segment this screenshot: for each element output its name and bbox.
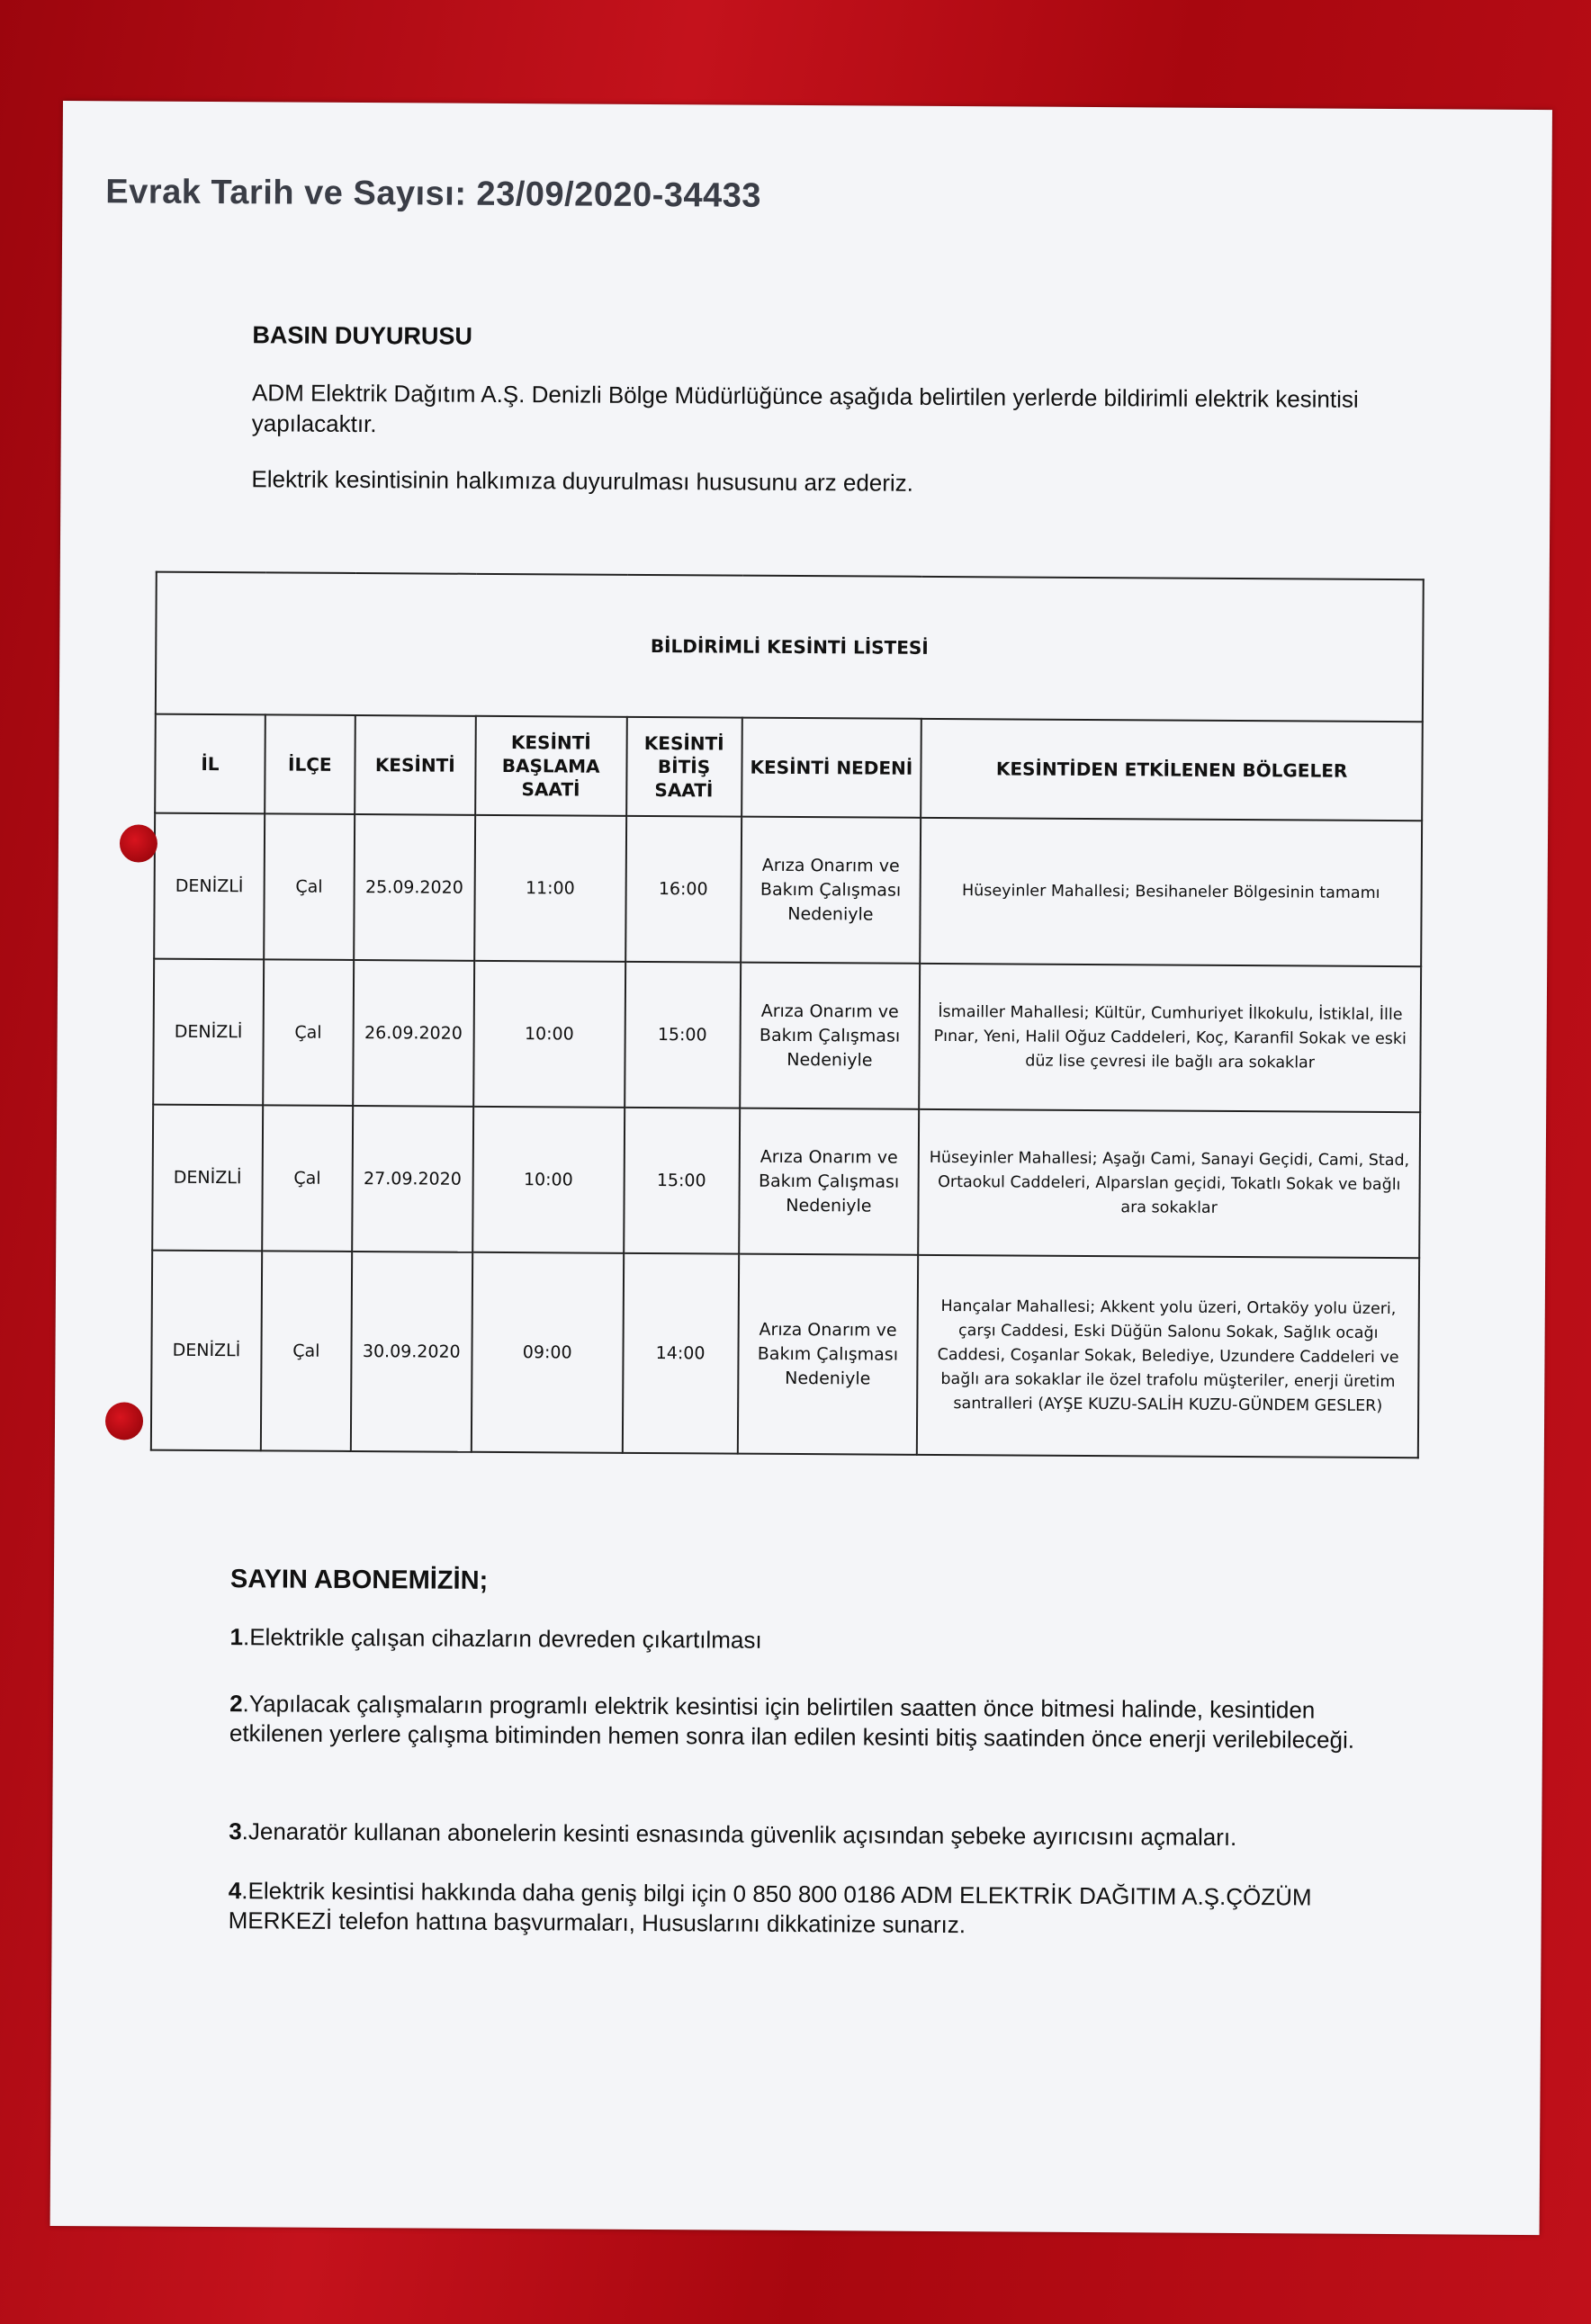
cell-date: 25.09.2020 bbox=[354, 814, 475, 961]
cell-affected-regions: Hançalar Mahallesi; Akkent yolu üzeri, Ortaköy yolu üzeri, çarşı Caddesi, Eski Düğün Salonu Sokak, Sağlık ocağı Caddesi, Coşanlar Sokak, Belediye, Uzundere Caddeleri ve bağlı ara sokaklar ile özel trafolu müşteriler, enerji üretim santralleri (AYŞE KUZU-SALİH KUZU-GÜNDEM GESLER) bbox=[917, 1255, 1419, 1458]
notice-item-text: .Elektrik kesintisi hakkında daha geniş bilgi için 0 850 800 0186 ADM ELEKTRİK DAĞITIM A.Ş.ÇÖZÜM MERKEZİ telefon hattına başvurmaları, Hususlarını dikkatinize sunarız. bbox=[228, 1877, 1312, 1939]
notice-item bbox=[229, 1876, 1362, 1943]
notice-item bbox=[229, 1817, 1362, 1853]
cell-district: Çal bbox=[261, 1251, 352, 1451]
table-row bbox=[151, 1251, 1419, 1458]
cell-date: 27.09.2020 bbox=[352, 1106, 473, 1252]
notice-item bbox=[229, 1689, 1363, 1755]
notice-item-text: .Jenaratör kullanan abonelerin kesinti esnasında güvenlik açısından şebeke ayırıcısını açmaları. bbox=[241, 1817, 1237, 1852]
cell-district: Çal bbox=[264, 813, 355, 960]
cell-reason: Arıza Onarım ve Bakım Çalışması Nedeniyle bbox=[737, 1254, 918, 1455]
cell-reason: Arıza Onarım ve Bakım Çalışması Nedeniyle bbox=[741, 817, 921, 964]
request-paragraph: Elektrik kesintisinin halkımıza duyurulması hususunu arz ederiz. bbox=[251, 465, 914, 497]
header-end-time: KESİNTİ BİTİŞ SAATİ bbox=[626, 717, 742, 817]
cell-affected-regions: Hüseyinler Mahallesi; Besihaneler Bölgesinin tamamı bbox=[920, 818, 1422, 966]
cell-end-time: 15:00 bbox=[625, 962, 741, 1108]
cell-date: 26.09.2020 bbox=[353, 960, 474, 1107]
cell-reason: Arıza Onarım ve Bakım Çalışması Nedeniyle bbox=[740, 963, 921, 1109]
table-row bbox=[153, 959, 1421, 1113]
document-page bbox=[50, 101, 1552, 2235]
punch-hole bbox=[120, 824, 157, 862]
cell-start-time: 09:00 bbox=[472, 1252, 624, 1453]
notice-item-number: 1 bbox=[229, 1623, 244, 1651]
cell-district: Çal bbox=[263, 959, 354, 1106]
cell-date: 30.09.2020 bbox=[351, 1252, 472, 1452]
cell-affected-regions: Hüseyinler Mahallesi; Aşağı Cami, Sanayi Geçidi, Cami, Stad, Ortaokul Caddeleri, Alparslan geçidi, Tokatlı Sokak ve bağlı ara sokaklar bbox=[918, 1109, 1420, 1258]
cell-end-time: 14:00 bbox=[622, 1253, 738, 1454]
cell-province: DENİZLİ bbox=[154, 813, 265, 960]
notice-item-number: 3 bbox=[229, 1817, 242, 1845]
outage-table-container bbox=[150, 571, 1425, 1459]
cell-start-time: 11:00 bbox=[474, 815, 626, 962]
cell-reason: Arıza Onarım ve Bakım Çalışması Nedeniyle bbox=[739, 1108, 920, 1255]
header-affected-regions: KESİNTİDEN ETKİLENEN BÖLGELER bbox=[921, 719, 1422, 821]
notice-item bbox=[229, 1622, 1363, 1659]
table-caption: BİLDİRİMLİ KESİNTİ LİSTESİ bbox=[156, 572, 1424, 722]
outage-table bbox=[150, 571, 1425, 1459]
cell-district: Çal bbox=[262, 1105, 353, 1252]
punch-hole bbox=[105, 1402, 143, 1440]
document-heading: BASIN DUYURUSU bbox=[252, 321, 473, 350]
notice-title: SAYIN ABONEMİZİN; bbox=[229, 1565, 489, 1595]
cell-start-time: 10:00 bbox=[473, 961, 625, 1108]
cell-end-time: 15:00 bbox=[624, 1108, 740, 1254]
cell-province: DENİZLİ bbox=[153, 959, 264, 1106]
table-row bbox=[152, 1105, 1420, 1259]
cell-end-time: 16:00 bbox=[625, 816, 742, 963]
header-district: İLÇE bbox=[265, 714, 355, 814]
cell-start-time: 10:00 bbox=[472, 1107, 625, 1253]
intro-paragraph: ADM Elektrik Dağıtım A.Ş. Denizli Bölge Müdürlüğünce aşağıda belirtilen yerlerde bildirimli elektrik kesintisi yapılacaktır. bbox=[251, 379, 1359, 438]
cell-affected-regions: İsmailler Mahallesi; Kültür, Cumhuriyet İlkokulu, İstiklal, İlle Pınar, Yeni, Halil Oğuz Caddeleri, Koç, Karanfil Sokak ve eski düz lise çevresi ile bağlı ara sokaklar bbox=[919, 964, 1421, 1112]
table-header-row bbox=[155, 714, 1423, 821]
document-reference: Evrak Tarih ve Sayısı: 23/09/2020-34433 bbox=[105, 173, 762, 215]
notice-item-text: .Yapılacak çalışmaların programlı elektrik kesintisi için belirtilen saatten önce bitmesi halinde, kesintiden etkilenen yerlere çalışma bitiminden hemen sonra ilan edilen kesinti bitiş saatinden önce enerji verilebileceği. bbox=[229, 1690, 1355, 1754]
header-province: İL bbox=[155, 714, 265, 814]
notice-item-text: .Elektrikle çalışan cihazların devreden çıkartılması bbox=[242, 1623, 762, 1654]
cell-province: DENİZLİ bbox=[152, 1105, 263, 1252]
notice-item-number: 2 bbox=[229, 1690, 243, 1718]
table-row bbox=[154, 813, 1422, 967]
header-start-time: KESİNTİ BAŞLAMA SAATİ bbox=[475, 716, 627, 816]
notice-item-number: 4 bbox=[228, 1877, 242, 1905]
cell-province: DENİZLİ bbox=[151, 1251, 262, 1451]
header-date: KESİNTİ bbox=[355, 715, 476, 815]
header-reason: KESİNTİ NEDENİ bbox=[742, 718, 921, 818]
